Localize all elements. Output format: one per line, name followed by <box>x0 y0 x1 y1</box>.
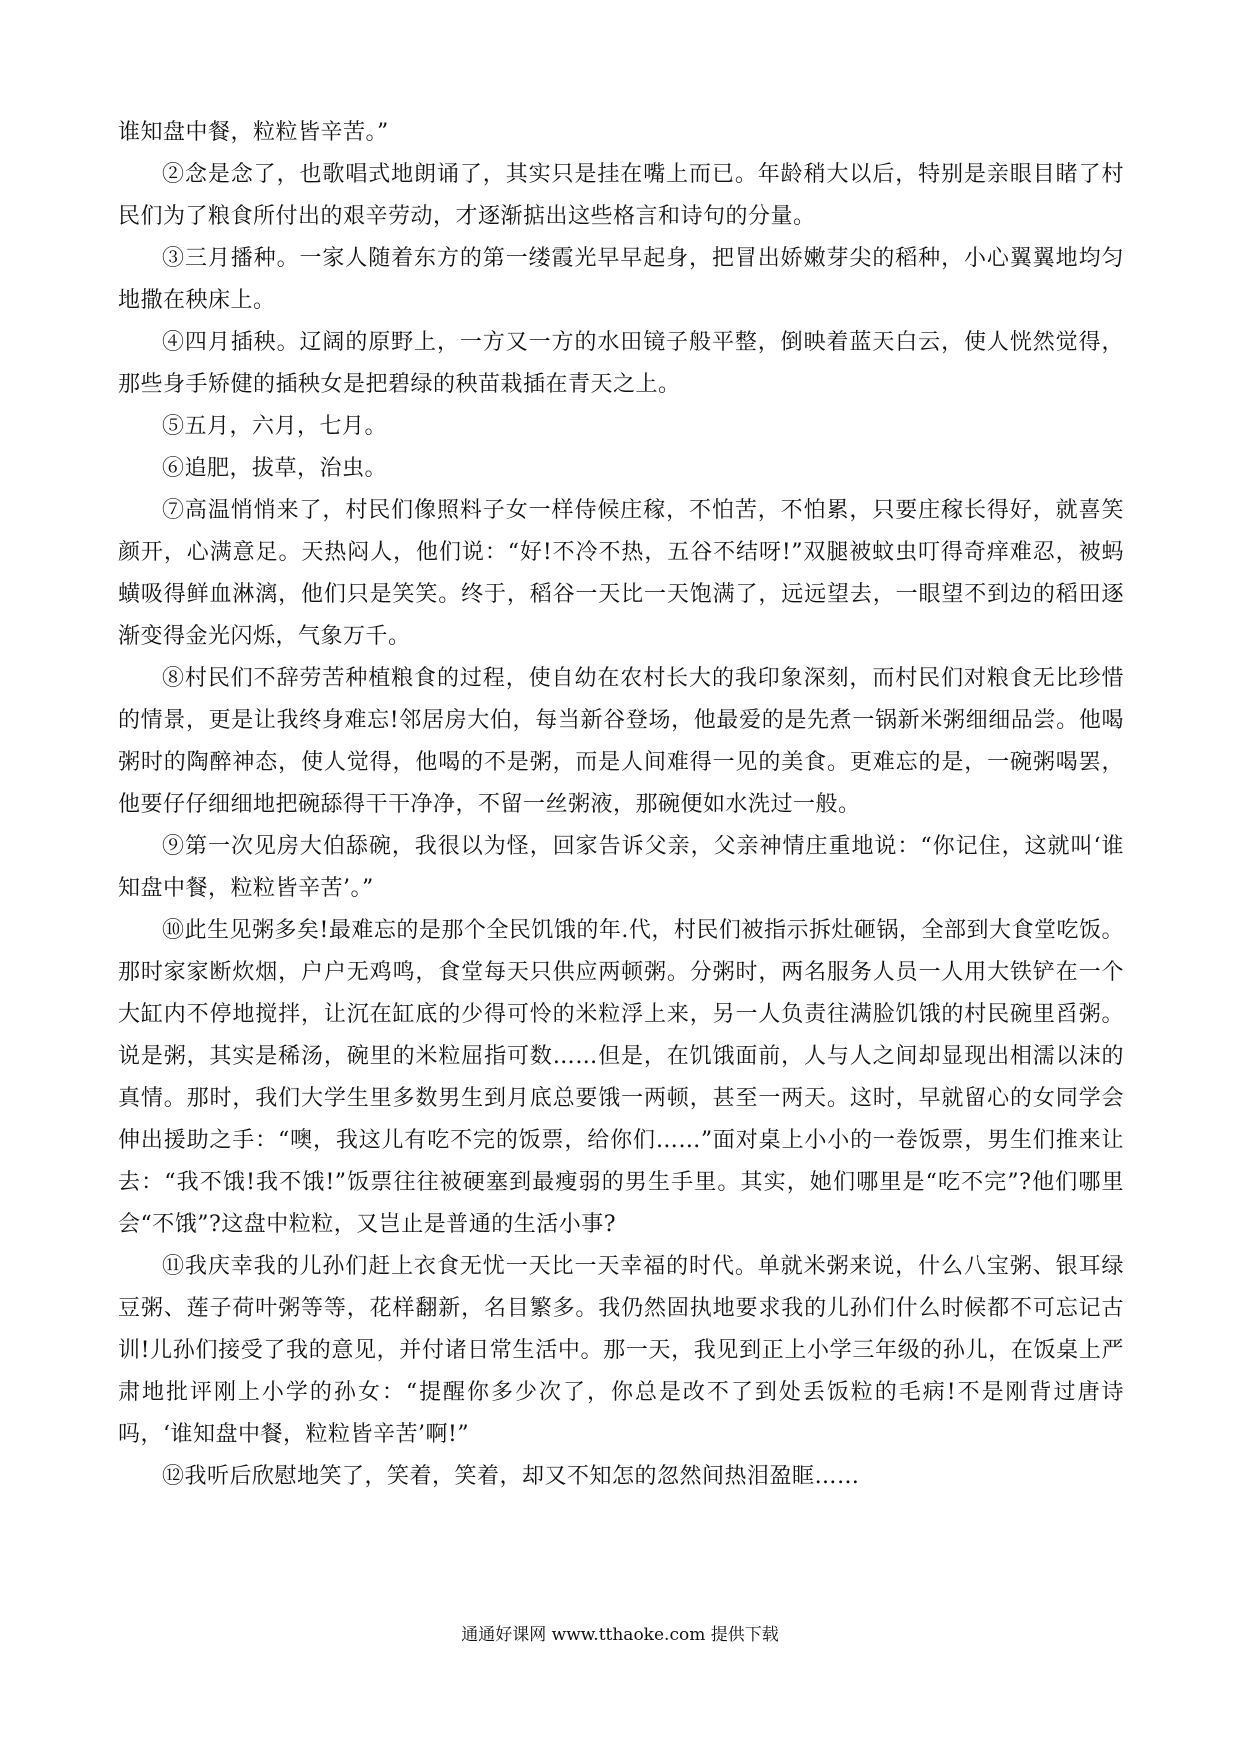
paragraph-11: ⑪我庆幸我的儿孙们赶上衣食无忧一天比一天幸福的时代。单就米粥来说，什么八宝粥、银耳绿豆粥、莲子荷叶粥等等，花样翻新，名目繁多。我仍然固执地要求我的儿孙们什么时候都不可忘记古训!儿孙们接受了我的意见，并付诸日常生活中。那一天，我见到正上小学三年级的孙儿，在饭桌上严肃地批评刚上小学的孙女：“提醒你多少次了，你总是改不了到处丢饭粒的毛病!不是刚背过唐诗吗，‘谁知盘中餐，粒粒皆辛苦’啊!” <box>118 1254 1124 1447</box>
paragraph-5: ⑤五月，六月，七月。 <box>162 414 388 439</box>
paragraph-8: ⑧村民们不辞劳苦种植粮食的过程，使自幼在农村长大的我印象深刻，而村民们对粮食无比珍惜的情景，更是让我终身难忘!邻居房大伯，每当新谷登场，他最爱的是先煮一锅新米粥细细品尝。他喝粥时的陶醉神态，使人觉得，他喝的不是粥，而是人间难得一见的美食。更难忘的是，一碗粥喝罢，他要仔仔细细地把碗舔得干干净净，不留一丝粥液，那碗便如水洗过一般。 <box>118 666 1124 817</box>
paragraph-7: ⑦高温悄悄来了，村民们像照料子女一样侍候庄稼，不怕苦，不怕累，只要庄稼长得好，就喜笑颜开，心满意足。天热闷人，他们说：“好!不冷不热，五谷不结呀!”双腿被蚊虫叮得奇痒难忍，被蚂蟥吸得鲜血淋漓，他们只是笑笑。终于，稻谷一天比一天饱满了，远远望去，一眼望不到边的稻田逐渐变得金光闪烁，气象万千。 <box>118 498 1124 649</box>
paragraph-10: ⑩此生见粥多矣!最难忘的是那个全民饥饿的年.代，村民们被指示拆灶砸锅，全部到大食堂吃饭。那时家家断炊烟，户户无鸡鸣，食堂每天只供应两顿粥。分粥时，两名服务人员一人用大铁铲在一个大缸内不停地搅拌，让沉在缸底的少得可怜的米粒浮上来，另一人负责往满脸饥饿的村民碗里舀粥。说是粥，其实是稀汤，碗里的米粒屈指可数……但是，在饥饿面前，人与人之间却显现出相濡以沫的真情。那时，我们大学生里多数男生到月底总要饿一两顿，甚至一两天。这时，早就留心的女同学会伸出援助之手：“噢，我这儿有吃不完的饭票，给你们……”面对桌上小小的一卷饭票，男生们推来让去：“我不饿!我不饿!”饭票往往被硬塞到最瘦弱的男生手里。其实，她们哪里是“吃不完”?他们哪里会“不饿”?这盘中粒粒，又岂止是普通的生活小事? <box>118 918 1124 1237</box>
paragraph-1: 谁知盘中餐，粒粒皆辛苦。” <box>118 120 389 145</box>
paragraph-2: ②念是念了，也歌唱式地朗诵了，其实只是挂在嘴上而已。年龄稍大以后，特别是亲眼目睹了村民们为了粮食所付出的艰辛劳动，才逐渐掂出这些格言和诗句的分量。 <box>118 162 1124 229</box>
page-footer: 通通好课网 www.tthaoke.com 提供下载 <box>461 1625 779 1645</box>
paragraph-12: ⑫我听后欣慰地笑了，笑着，笑着，却又不知怎的忽然间热泪盈眶…… <box>162 1464 860 1489</box>
paragraph-6: ⑥追肥，拔草，治虫。 <box>162 456 388 481</box>
paragraph-4: ④四月插秧。辽阔的原野上，一方又一方的水田镜子般平整，倒映着蓝天白云，使人恍然觉得，那些身手矫健的插秧女是把碧绿的秧苗栽插在青天之上。 <box>118 330 1124 397</box>
paragraph-9: ⑨第一次见房大伯舔碗，我很以为怪，回家告诉父亲，父亲神情庄重地说：“你记住，这就叫‘谁知盘中餐，粒粒皆辛苦’。” <box>118 834 1124 901</box>
paragraph-3: ③三月播种。一家人随着东方的第一缕霞光早早起身，把冒出娇嫩芽尖的稻种，小心翼翼地均匀地撒在秧床上。 <box>118 246 1124 313</box>
document-body <box>118 112 1124 1498</box>
